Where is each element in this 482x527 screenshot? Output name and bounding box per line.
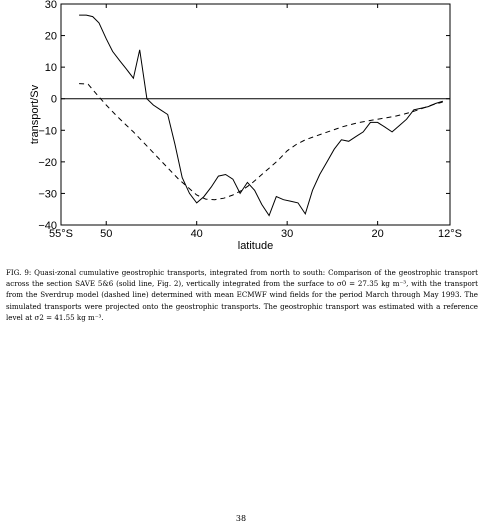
- tick-labels: [38, 0, 462, 240]
- x-axis-label: latitude: [237, 240, 274, 250]
- figure-caption: [6, 267, 478, 323]
- x-tick-label: 30: [281, 228, 294, 240]
- y-tick-label: −20: [38, 156, 57, 169]
- series-dashed-sverdrup: [79, 84, 443, 200]
- y-tick-label: 30: [44, 0, 57, 11]
- x-tick-label: 12°S: [438, 228, 462, 240]
- y-tick-label: −30: [38, 188, 57, 201]
- transport-chart: [0, 0, 482, 250]
- y-tick-label: −10: [38, 125, 57, 138]
- x-tick-label: 55°S: [49, 228, 73, 240]
- x-tick-label: 40: [190, 228, 203, 240]
- caption-label: FIG. 9:: [6, 268, 32, 277]
- caption-text: Quasi-zonal cumulative geostrophic transports, integrated from north to south: Comparison of the geostrophic transport across the section SAVE 5&6 (solid line, Fig. 2), vertically integrated from the surface to σ0 = 27.35 kg m⁻³, with the transport from the Sverdrup model (dashed line) determined with mean ECMWF wind fields for the period March through May 1993. The simulated transports were projected onto the geostrophic transports. The geostrophic transport was estimated with a reference level at σ2 = 41.55 kg m⁻³.: [6, 268, 478, 322]
- x-tick-label: 20: [371, 228, 384, 240]
- series-solid-geostrophic: [79, 15, 443, 215]
- x-tick-label: 50: [100, 228, 113, 240]
- y-tick-label: −40: [38, 220, 57, 232]
- y-tick-label: 10: [44, 62, 57, 75]
- page-number: 38: [235, 514, 247, 523]
- y-axis-label: transport/Sv: [29, 84, 41, 145]
- y-tick-label: 20: [44, 30, 57, 43]
- y-tick-label: 0: [50, 93, 57, 106]
